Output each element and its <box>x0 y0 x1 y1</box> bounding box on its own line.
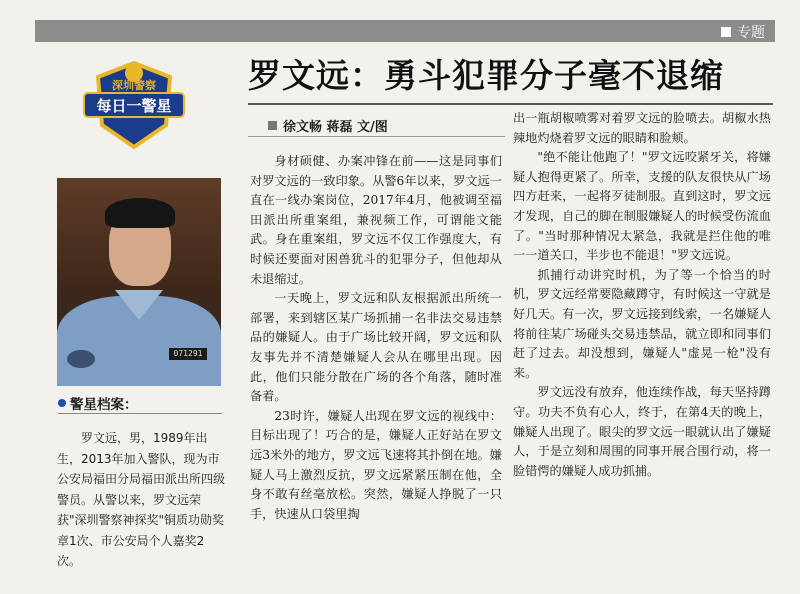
paragraph: 抓捕行动讲究时机，为了等一个恰当的时机，罗文远经常要隐藏蹲守，有时候这一守就是好几天。有一次，罗文远接到线索，一名嫌疑人将前往某广场碰头交易违禁品，就立即和同事们赶了过去。却没想到，嫌疑人"虚晃一枪"没有来。 <box>513 267 771 380</box>
shoulder-patch <box>67 350 95 368</box>
byline-divider <box>248 136 505 137</box>
officer-portrait-photo <box>57 178 221 386</box>
article-column-2 <box>513 109 771 481</box>
paragraph: 出一瓶胡椒喷雾对着罗文远的脸喷去。胡椒水热辣地灼烧着罗文远的眼睛和脸颊。 <box>513 111 771 145</box>
profile-text: 罗文远，男，1989年出生，2013年加入警队，现为市公安局福田分局福田派出所四级警员。从警以来，罗文远荣获"深圳警察神探奖"铜质功勋奖章1次、市公安局个人嘉奖2次。 <box>57 431 226 568</box>
section-header-bar <box>35 20 775 42</box>
square-bullet-icon <box>268 121 277 130</box>
byline-text: 徐文畅 蒋磊 文/图 <box>283 120 388 135</box>
square-bullet-icon <box>721 27 731 37</box>
badge-number-tag: 071291 <box>169 348 207 360</box>
blue-dot-icon <box>58 399 66 407</box>
badge-line1: 深圳警察 <box>112 79 156 92</box>
byline <box>268 116 388 135</box>
paragraph: 身材硕健、办案冲锋在前——这是同事们对罗文远的一致印象。从警6年以来，罗文远一直在一线办案岗位，2017年4月，他被调至福田派出所重案组，兼视频工作，可谓能文能武。身在重案组，罗文远不仅工作强度大，有时候还要面对困兽犹斗的犯罪分子，但他却从未退缩过。 <box>250 154 502 286</box>
profile-title: 警星档案： <box>70 397 138 413</box>
profile-heading <box>58 393 138 413</box>
article-column-1 <box>250 152 502 524</box>
paragraph: 23时许，嫌疑人出现在罗文远的视线中：目标出现了！巧合的是，嫌疑人正好站在罗文远3米外的地方，罗文远飞速将其扑倒在地。嫌疑人马上激烈反抗，罗文远紧紧压制在他，全身不敢有丝毫放松。突然，嫌疑人挣脱了一只手，快速从口袋里掏 <box>250 408 502 521</box>
paragraph: 罗文远没有放弃，他连续作战，每天坚持蹲守。功夫不负有心人，终于，在第4天的晚上，嫌疑人出现了。眼尖的罗文远一眼就认出了嫌疑人，于是立刻和周围的同事开展合围行动，将一脸错愕的嫌疑人成功抓捕。 <box>513 385 771 478</box>
profile-divider <box>58 413 222 414</box>
headline-divider <box>248 103 773 105</box>
section-label <box>721 22 765 42</box>
section-title: 专题 <box>737 25 765 41</box>
article-headline: 罗文远：勇斗犯罪分子毫不退缩 <box>248 56 724 95</box>
police-badge-logo <box>78 55 190 155</box>
paragraph: 一天晚上，罗文远和队友根据派出所统一部署，来到辖区某广场抓捕一名非法交易违禁品的嫌疑人。由于广场比较开阔，罗文远和队友事先并不清楚嫌疑人会从在哪里出现。因此，他们只能分散在广场的各个角落，随时准备着。 <box>250 291 502 404</box>
badge-line2: 每日一警星 <box>96 97 172 115</box>
paragraph: "绝不能让他跑了！"罗文远咬紧牙关，将嫌疑人抱得更紧了。所幸，支援的队友很快从广场四方赶来，一起将歹徒制服。直到这时，罗文远才发现，自己的脚在制服嫌疑人的时候受伤流血了。"当时那种情况太紧急，我就是拦住他的唯一一道关口，半步也不能退！"罗文远说。 <box>513 150 771 263</box>
